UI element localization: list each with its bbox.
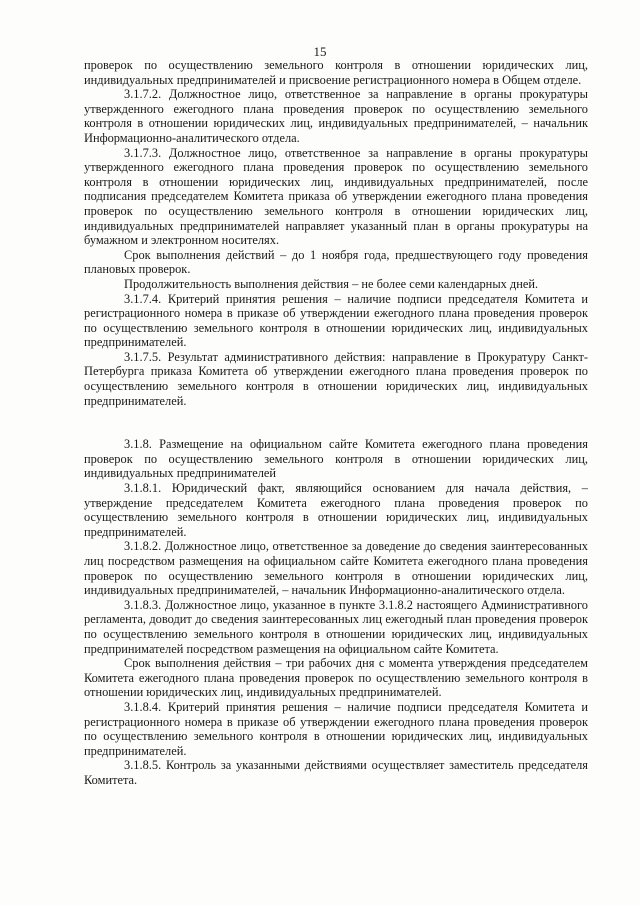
paragraph-3-1-8-4: 3.1.8.4. Критерий принятия решения – наличие подписи председателя Комитета и регистрационного номера в приказе об утверждении ежегодного плана проведения проверок по осуществлению земельного контроля в отношении юридических лиц, индивидуальных предпринимателей. <box>84 699 588 758</box>
paragraph-continuation: проверок по осуществлению земельного контроля в отношении юридических лиц, индивидуальных предпринимателей и присвоение регистрационного номера в Общем отделе. <box>84 58 588 87</box>
paragraph-duration: Продолжительность выполнения действия – не более семи календарных дней. <box>124 276 539 291</box>
paragraph-3-1-7-5: 3.1.7.5. Результат административного действия: направление в Прокуратуру Санкт-Петербурга приказа Комитета об утверждении ежегодного плана проведения проверок по осуществлению земельного контроля в отношении юридических лиц, индивидуальных предпринимателей. <box>84 349 588 408</box>
paragraph-3-1-8-3: 3.1.8.3. Должностное лицо, указанное в пункте 3.1.8.2 настоящего Административного регламента, доводит до сведения заинтересованных лиц ежегодный план проведения проверок по осуществлению земельного контроля в отношении юридических лиц, индивидуальных предпринимателей посредством размещения на официальном сайте Комитета. <box>84 597 588 656</box>
paragraph-deadline: Срок выполнения действий – до 1 ноября года, предшествующего году проведения плановых проверок. <box>84 247 588 277</box>
paragraph-3-1-8-deadline: Срок выполнения действия – три рабочих дня с момента утверждения председателем Комитета ежегодного плана проведения проверок по осуществлению земельного контроля в отношении юридических лиц, индивидуальных предпринимателей. <box>84 656 588 700</box>
document-body <box>84 58 588 788</box>
paragraph-3-1-8-1: 3.1.8.1. Юридический факт, являющийся основанием для начала действия, – утверждение председателем Комитета ежегодного плана проведения проверок по осуществлению земельного контроля в отношении юридических лиц, индивидуальных предпринимателей. <box>84 481 588 539</box>
paragraph-3-1-7-3: 3.1.7.3. Должностное лицо, ответственное за направление в органы прокуратуры утвержденного ежегодного плана проведения проверок по осуществлению земельного контроля в отношении юридических лиц, индивидуальных предпринимателей, после подписания председателем Комитета приказа об утверждении ежегодного плана проведения проверок по осуществлению земельного контроля в отношении юридических лиц, индивидуальных предпринимателей направляет указанный план в органы прокуратуры на бумажном и электронном носителях. <box>84 145 588 248</box>
paragraph-3-1-8-5: 3.1.8.5. Контроль за указанными действиями осуществляет заместитель председателя Комитета. <box>84 758 588 787</box>
paragraph-3-1-7-2: 3.1.7.2. Должностное лицо, ответственное за направление в органы прокуратуры утвержденного ежегодного плана проведения проверок по осуществлению земельного контроля в отношении юридических лиц, индивидуальных предпринимателей, – начальник Информационно-аналитического отдела. <box>84 87 588 145</box>
page-number: 15 <box>313 44 327 59</box>
paragraph-3-1-8: 3.1.8. Размещение на официальном сайте Комитета ежегодного плана проведения проверок по осуществлению земельного контроля в отношении юридических лиц, индивидуальных предпринимателей <box>84 437 588 481</box>
paragraph-3-1-8-2: 3.1.8.2. Должностное лицо, ответственное за доведение до сведения заинтересованных лиц посредством размещения на официальном сайте Комитета ежегодного плана проведения проверок по осуществлению земельного контроля в отношении юридических лиц, индивидуальных предпринимателей, – начальник Информационно-аналитического отдела. <box>84 539 588 598</box>
paragraph-3-1-7-4: 3.1.7.4. Критерий принятия решения – наличие подписи председателя Комитета и регистрационного номера в приказе об утверждении ежегодного плана проведения проверок по осуществлению земельного контроля в отношении юридических лиц, индивидуальных предпринимателей. <box>84 291 588 350</box>
